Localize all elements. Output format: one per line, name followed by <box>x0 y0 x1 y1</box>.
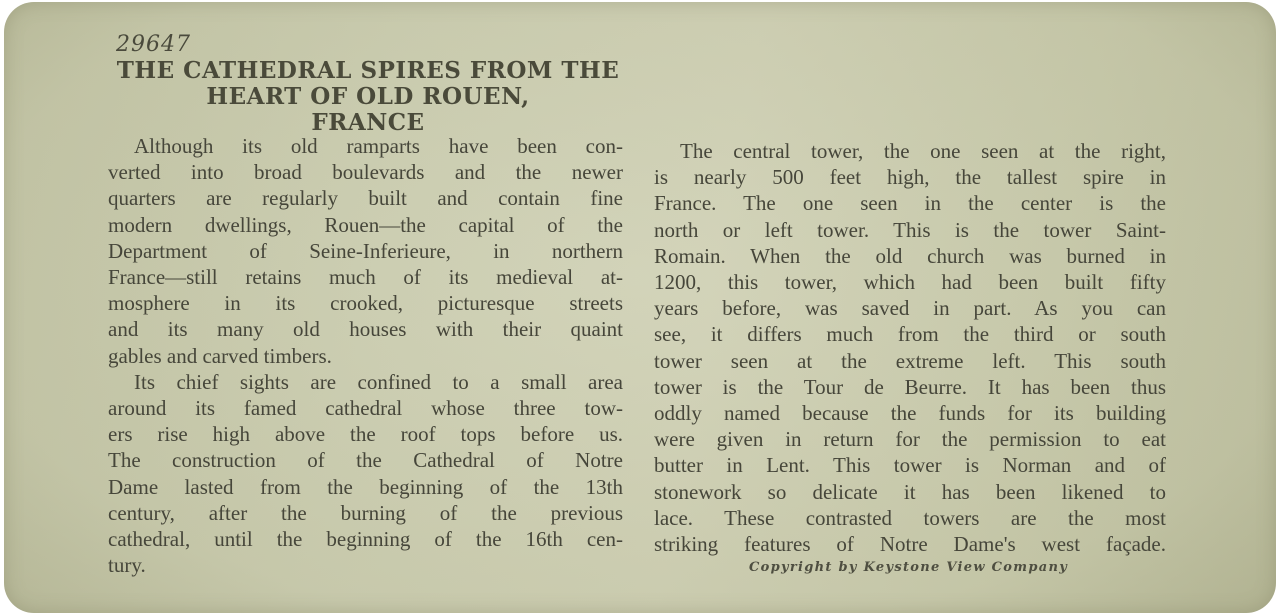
text-line: Its chief sights are confined to a small area <box>134 369 623 394</box>
text-line: is nearly 500 feet high, the tallest spire in <box>654 165 1166 190</box>
left-column-text <box>108 133 623 578</box>
plate-number: 29647 <box>116 32 191 57</box>
text-line: Although its old ramparts have been con- <box>134 134 623 158</box>
text-line: gables and carved timbers. <box>108 343 332 368</box>
title-line: THE CATHEDRAL SPIRES FROM THE <box>116 57 620 84</box>
text-line: Department of Seine-Inferieure, in northern <box>108 238 623 263</box>
text-line: The central tower, the one seen at the right, <box>680 139 1166 163</box>
text-line: mosphere in its crooked, picturesque streets <box>108 291 623 316</box>
text-line: France. The one seen in the center is the <box>654 191 1166 216</box>
right-column-text <box>654 138 1166 557</box>
text-line: France—still retains much of its medieval at- <box>108 265 623 290</box>
stereoview-card-back <box>4 2 1276 613</box>
text-line: and its many old houses with their quaint <box>108 317 623 342</box>
text-line: quarters are regularly built and contain fine <box>108 186 623 211</box>
text-line: butter in Lent. This tower is Norman and of <box>654 453 1166 478</box>
text-line: see, it differs much from the third or south <box>654 322 1166 347</box>
title <box>108 58 628 136</box>
copyright-notice: Copyright by Keystone View Company <box>749 560 1069 575</box>
text-line: oddly named because the funds for its building <box>654 401 1166 426</box>
text-line: ers rise high above the roof tops before us. <box>108 422 623 447</box>
text-line: cathedral, until the beginning of the 16th cen- <box>108 527 623 552</box>
title-line: HEART OF OLD ROUEN, <box>206 83 530 110</box>
text-line: modern dwellings, Rouen—the capital of the <box>108 212 623 237</box>
text-line: tury. <box>108 553 146 578</box>
text-line: century, after the burning of the previous <box>108 500 623 525</box>
title-line: FRANCE <box>311 109 425 136</box>
text-line: around its famed cathedral whose three tow- <box>108 396 623 421</box>
text-line: 1200, this tower, which had been built fifty <box>654 270 1166 295</box>
text-line: years before, was saved in part. As you can <box>654 296 1166 321</box>
text-line: Dame lasted from the beginning of the 13th <box>108 474 623 499</box>
text-line: were given in return for the permission to eat <box>654 427 1166 452</box>
text-line: tower seen at the extreme left. This south <box>654 348 1166 373</box>
text-line: The construction of the Cathedral of Notre <box>108 448 623 473</box>
text-line: verted into broad boulevards and the newer <box>108 160 623 185</box>
text-line: north or left tower. This is the tower Saint- <box>654 217 1166 242</box>
text-line: Romain. When the old church was burned in <box>654 243 1166 268</box>
text-line: tower is the Tour de Beurre. It has been thus <box>654 374 1166 399</box>
text-line: striking features of Notre Dame's west façade. <box>654 532 1166 557</box>
text-line: lace. These contrasted towers are the most <box>654 505 1166 530</box>
text-line: stonework so delicate it has been likened to <box>654 479 1166 504</box>
